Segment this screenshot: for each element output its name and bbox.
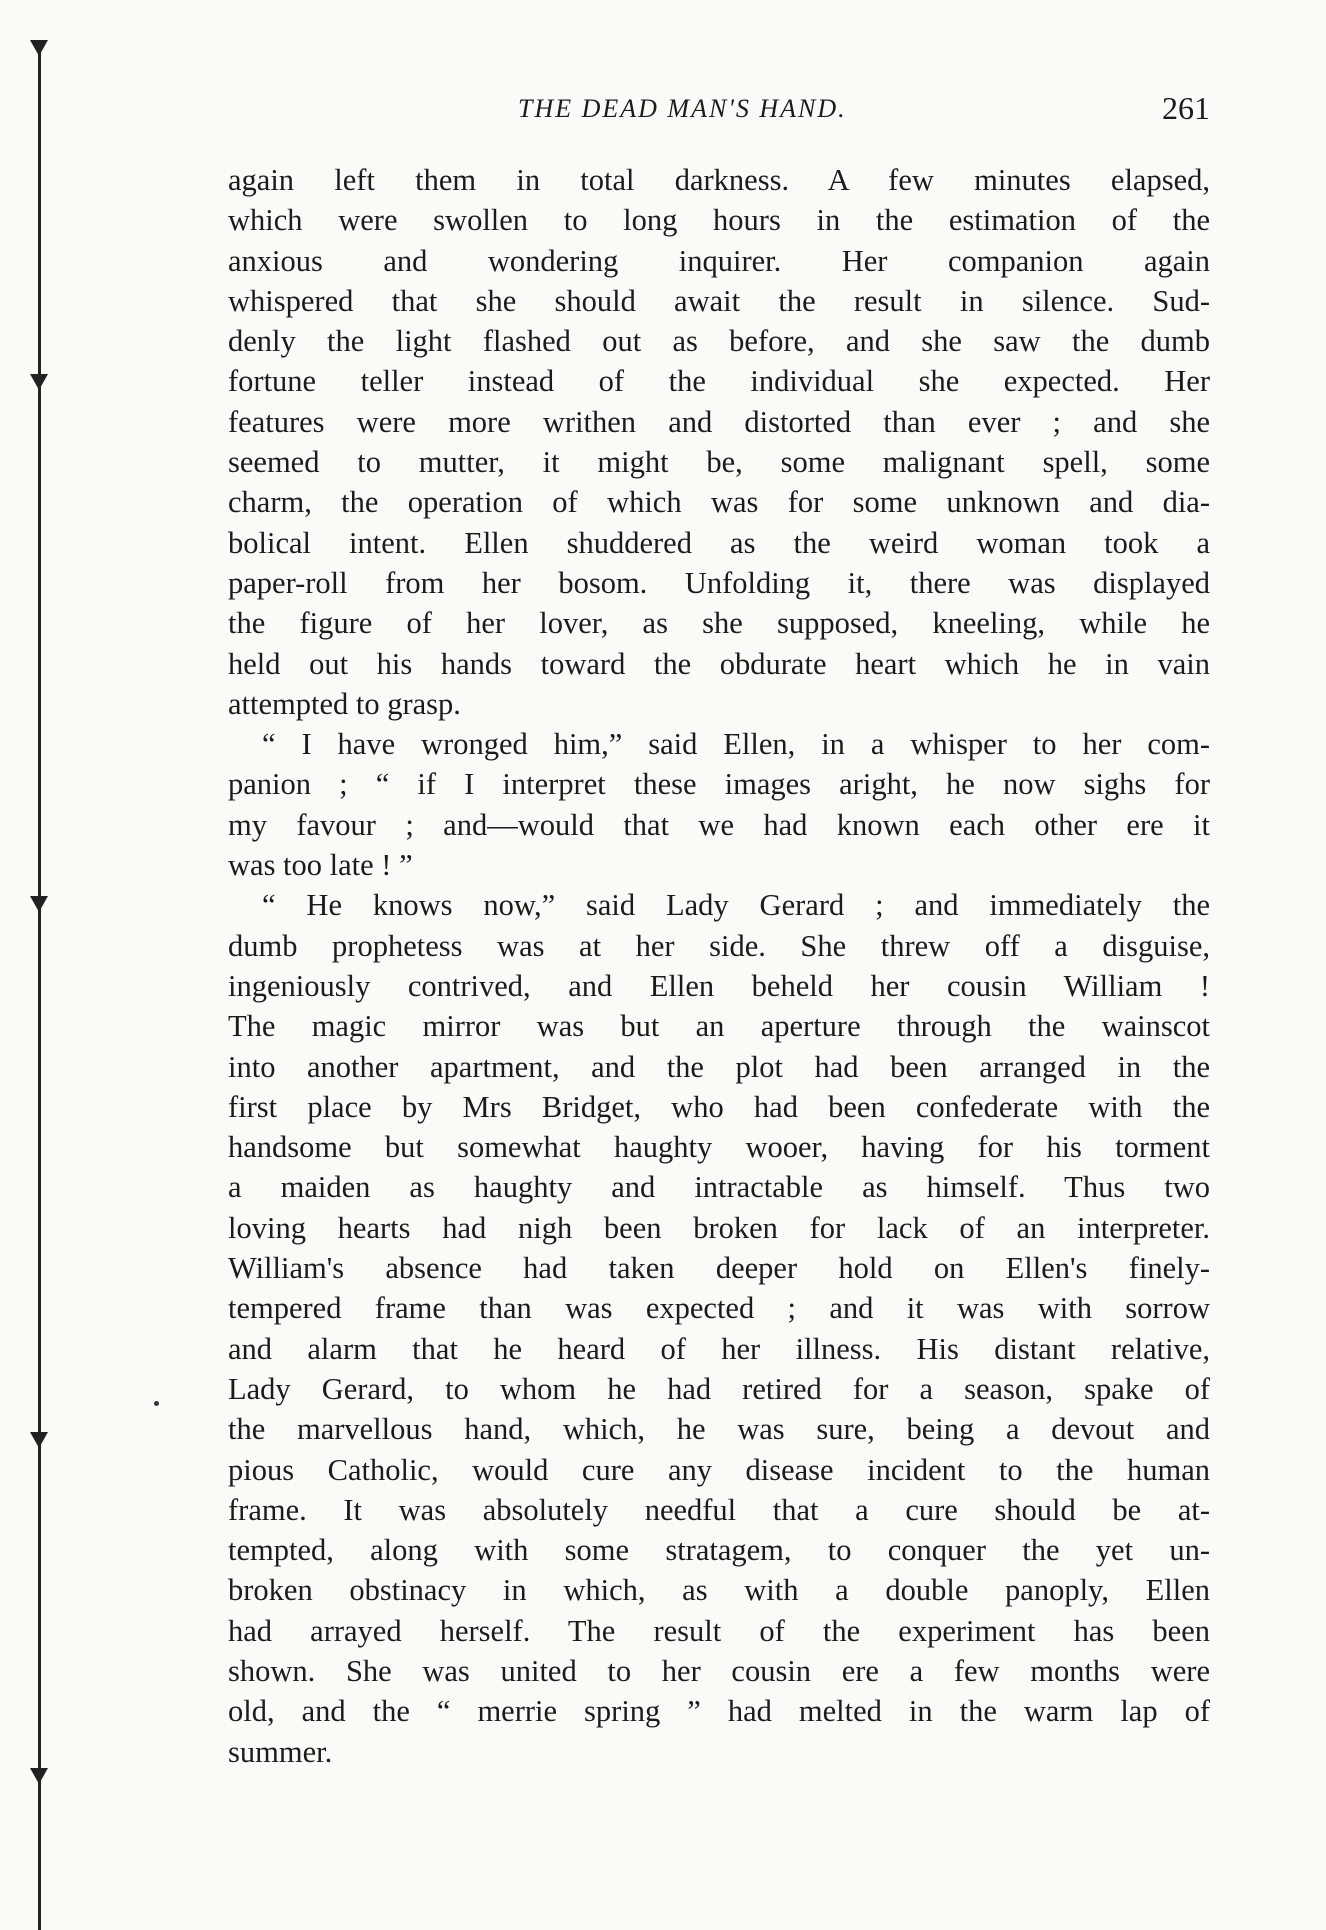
text-line: panion ; “ if I interpret these images aright, he now sighs for <box>228 767 1210 802</box>
text-line: tempted, along with some stratagem, to conquer the yet un- <box>228 1533 1210 1568</box>
running-head <box>228 88 1218 134</box>
stray-ink-dot <box>154 1401 159 1406</box>
text-line: tempered frame than was expected ; and it was with sorrow <box>228 1291 1210 1326</box>
text-line: pious Catholic, would cure any disease incident to the human <box>228 1452 1210 1487</box>
text-line: was too late ! ” <box>228 848 413 883</box>
text-line: had arrayed herself. The result of the experiment has been <box>228 1613 1210 1648</box>
text-line: summer. <box>228 1734 333 1769</box>
text-line: which were swollen to long hours in the estimation of the <box>228 203 1210 238</box>
text-line: my favour ; and—would that we had known each other ere it <box>228 807 1210 842</box>
text-line: anxious and wondering inquirer. Her companion again <box>228 243 1210 278</box>
text-line: whispered that she should await the result in silence. Sud- <box>228 283 1210 318</box>
body-text <box>228 160 1210 1772</box>
text-line: attempted to grasp. <box>228 686 461 721</box>
binding-mark <box>30 374 48 390</box>
text-line: handsome but somewhat haughty wooer, having for his torment <box>228 1130 1210 1165</box>
text-line: again left them in total darkness. A few minutes elapsed, <box>228 163 1210 197</box>
text-line: a maiden as haughty and intractable as himself. Thus two <box>228 1170 1210 1205</box>
text-line: first place by Mrs Bridget, who had been confederate with the <box>228 1089 1210 1124</box>
text-line: paper-roll from her bosom. Unfolding it, there was displayed <box>228 565 1210 600</box>
text-line: old, and the “ merrie spring ” had melted in the warm lap of <box>228 1694 1210 1729</box>
text-line: seemed to mutter, it might be, some malignant spell, some <box>228 445 1210 480</box>
text-line: features were more writhen and distorted than ever ; and she <box>228 404 1210 439</box>
binding-mark <box>30 896 48 912</box>
text-line: dumb prophetess was at her side. She threw off a disguise, <box>228 928 1210 963</box>
text-line: ingeniously contrived, and Ellen beheld her cousin William ! <box>228 968 1210 1003</box>
text-line: The magic mirror was but an aperture through the wainscot <box>228 1009 1210 1044</box>
binding-mark <box>30 1768 48 1784</box>
text-line: broken obstinacy in which, as with a double panoply, Ellen <box>228 1573 1210 1608</box>
running-head-title: THE DEAD MAN'S HAND. <box>518 94 847 123</box>
text-line: held out his hands toward the obdurate heart which he in vain <box>228 646 1210 681</box>
text-line: frame. It was absolutely needful that a cure should be at- <box>228 1492 1210 1527</box>
text-line: the figure of her lover, as she supposed, kneeling, while he <box>228 606 1210 641</box>
text-line: charm, the operation of which was for some unknown and dia- <box>228 485 1210 520</box>
page-binding-edge <box>38 40 41 1930</box>
text-line: the marvellous hand, which, he was sure, being a devout and <box>228 1412 1210 1447</box>
text-line: shown. She was united to her cousin ere a few months were <box>228 1653 1210 1688</box>
text-line: fortune teller instead of the individual she expected. Her <box>228 364 1210 399</box>
text-line: Lady Gerard, to whom he had retired for a season, spake of <box>228 1371 1210 1406</box>
text-line: “ I have wronged him,” said Ellen, in a whisper to her com- <box>262 727 1210 762</box>
text-line: denly the light flashed out as before, and she saw the dumb <box>228 324 1210 359</box>
text-line: loving hearts had nigh been broken for lack of an interpreter. <box>228 1210 1210 1245</box>
binding-mark <box>30 1432 48 1448</box>
binding-mark <box>30 40 48 56</box>
text-line: “ He knows now,” said Lady Gerard ; and immediately the <box>262 888 1210 923</box>
text-line: into another apartment, and the plot had been arranged in the <box>228 1049 1210 1084</box>
text-line: and alarm that he heard of her illness. His distant relative, <box>228 1331 1210 1366</box>
text-line: bolical intent. Ellen shuddered as the weird woman took a <box>228 525 1210 560</box>
page-number: 261 <box>1162 90 1210 126</box>
text-line: William's absence had taken deeper hold on Ellen's finely- <box>228 1251 1210 1286</box>
